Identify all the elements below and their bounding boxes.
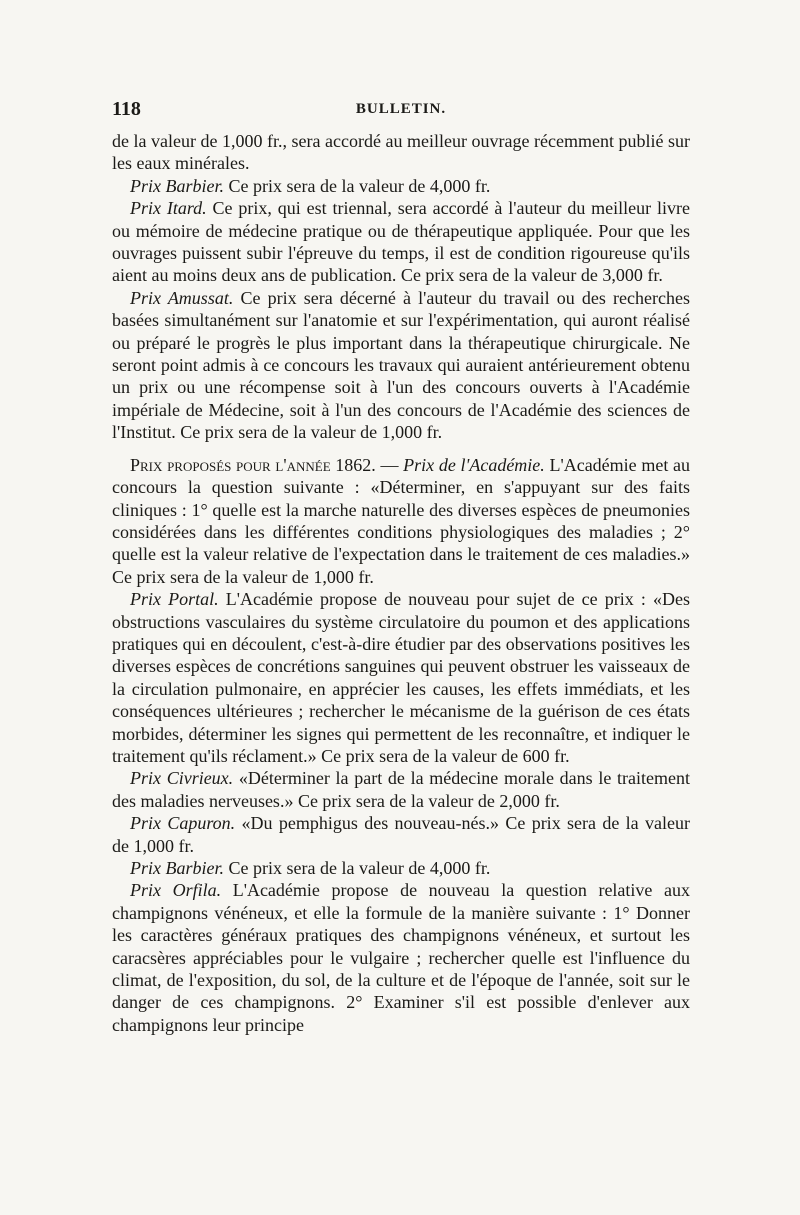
- paragraph-prix-barbier: [112, 175, 690, 197]
- paragraph-continuation: [112, 130, 690, 175]
- paragraph-prix-orfila: [112, 879, 690, 1036]
- running-head: BULLETIN.: [355, 101, 447, 117]
- paragraph-text: «Du pemphigus des nouveau-nés.» Ce prix sera de la valeur de 1,000 fr.: [112, 813, 690, 856]
- prize-name: Prix Barbier.: [130, 858, 224, 878]
- prize-name: Prix Orfila.: [130, 880, 222, 901]
- page-number: 118: [112, 98, 141, 120]
- paragraph-text: Ce prix, qui est triennal, sera accordé à l'auteur du meilleur livre ou mémoire de médecine pratique ou de thérapeutique appliquée. Pour que les ouvrages puissent subir l'épreuve du temps, il est de condition rigoureuse qu'ils aient au moins deux ans de publication. Ce prix sera de la valeur de 3,000 fr.: [112, 198, 691, 286]
- paragraph-text: de la valeur de 1,000 fr., sera accordé au meilleur ouvrage récemment publié sur les eaux minérales.: [112, 131, 690, 174]
- prize-name: Prix Itard.: [130, 198, 207, 219]
- paragraph-prix-amussat: [112, 287, 690, 444]
- paragraph-text: Ce prix sera de la valeur de 4,000 fr.: [224, 858, 491, 878]
- paragraph-text: L'Académie met au concours la question suivante : «Déterminer, en s'appuyant sur des faits cliniques : 1° quelle est la marche naturelle des diverses espèces de pneumonies considérées dans les différentes conditions physiologiques des maladies ; 2° quelle est la valeur relative de l'expectation dans le traitement de ces maladies.» Ce prix sera de la valeur de 1,000 fr.: [112, 454, 690, 587]
- section-heading: Prix proposés pour l'année 1862.: [130, 454, 376, 475]
- paragraph-prix-itard: [112, 197, 690, 287]
- prize-name: Prix Amussat.: [130, 287, 234, 308]
- page-header: [112, 98, 690, 124]
- paragraph-text: «Déterminer la part de la médecine morale dans le traitement des maladies nerveuses.» Ce prix sera de la valeur de 2,000 fr.: [112, 768, 691, 811]
- paragraph-prix-capuron: [112, 812, 690, 857]
- prize-name: Prix Civrieux.: [130, 768, 234, 789]
- paragraph-text: L'Académie propose de nouveau pour sujet de ce prix : «Des obstructions vasculaires du système circulatoire du poumon et des applications pratiques qui en découlent, c'est-à-dire étudier par des observations positives les diverses espèces de concrétions sanguines qui peuvent obstruer les vaisseaux de la circulation pulmonaire, en apprécier les causes, les effets immédiats, et les conséquences ultérieures ; rechercher le mécanisme de la guérison de ces états morbides, déterminer les signes qui permettent de les reconnaître, et indiquer le traitement qu'ils réclament.» Ce prix sera de la valeur de 600 fr.: [112, 589, 690, 766]
- page-body: [112, 130, 690, 1036]
- prize-name: Prix Barbier.: [130, 175, 224, 196]
- prize-name: Prix Capuron.: [130, 813, 236, 834]
- paragraph-text: Ce prix sera décerné à l'auteur du travail ou des recherches basées simultanément sur l'anatomie et sur l'expérimentation, qui auront réalisé ou préparé le progrès le plus important dans la thérapeutique chirurgicale. Ne seront point admis à ce concours les travaux qui auraient antérieurement obtenu un prix ou une récompense soit à l'un des concours ouverts à l'Académie impériale de Médecine, soit à l'un des concours de l'Académie des sciences de l'Institut. Ce prix sera de la valeur de 1,000 fr.: [112, 287, 690, 443]
- paragraph-prix-academie: Prix proposés pour l'année 1862. — Prix de l'Académie. L'Académie met au concours la question suivante : «Déterminer, en s'appuyant sur des faits cliniques : 1° quelle est la marche naturelle des diverses espèces de pneumonies considérées dans les différentes conditions physiologiques des maladies ; 2° quelle est la valeur relative de l'expectation dans le traitement de ces maladies.» Ce prix sera de la valeur de 1,000 fr.: [112, 454, 690, 587]
- prize-name: Prix de l'Académie.: [403, 454, 545, 475]
- paragraph-text: L'Académie propose de nouveau la question relative aux champignons vénéneux, et elle la formule de la manière suivante : 1° Donner les caractères généraux pratiques des champignons vénéneux, et surtout les caracsères appréciables pour le vulgaire ; rechercher quelle est l'influence du climat, de l'exposition, du sol, de la culture et de l'époque de l'année, soit sur le danger de ces champignons. 2° Examiner s'il est possible d'enlever aux champignons leur principe: [112, 880, 691, 1035]
- prize-name: Prix Portal.: [130, 589, 219, 610]
- paragraph-text: Ce prix sera de la valeur de 4,000 fr.: [224, 175, 491, 196]
- paragraph-prix-barbier-1862: [112, 857, 690, 879]
- paragraph-prix-civrieux: [112, 767, 690, 812]
- paragraph-prix-portal: [112, 588, 690, 767]
